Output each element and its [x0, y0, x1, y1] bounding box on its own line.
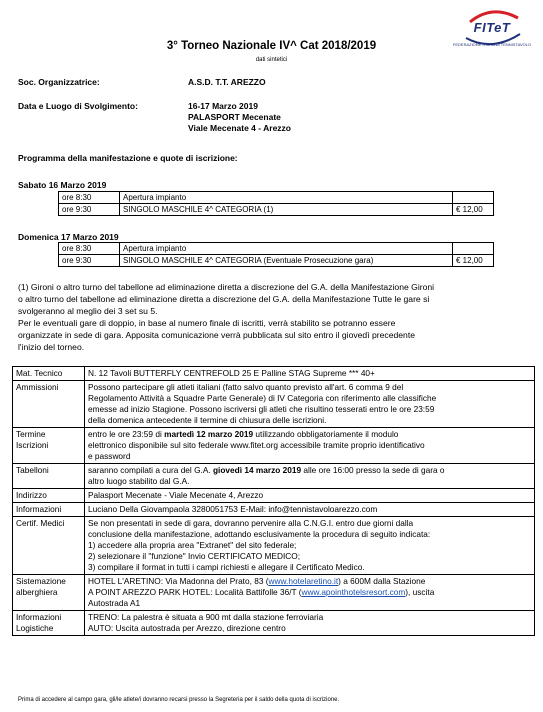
note-line: (1) Gironi o altro turno del tabellone ad eliminazione diretta a discrezione del G.A. della Manifestazione Gironi: [18, 282, 435, 292]
hotel-aretino-link[interactable]: www.hotelaretino.it: [268, 576, 339, 586]
info-label: Ammissioni: [13, 381, 85, 428]
schedule-time: ore 8:30: [59, 192, 120, 204]
info-line: AUTO: Uscita autostrada per Arezzo, direzione centro: [88, 623, 286, 633]
info-line: TRENO: La palestra è situata a 900 mt dalla stazione ferroviaria: [88, 612, 324, 622]
info-value: N. 12 Tavoli BUTTERFLY CENTREFOLD 25 E Palline STAG Supreme *** 40+: [85, 367, 535, 381]
saturday-heading: Sabato 16 Marzo 2019: [18, 180, 107, 190]
schedule-time: ore 8:30: [59, 243, 120, 255]
note-line: Per le eventuali gare di doppio, in base al numero finale di iscritti, verrà stabilito se potranno essere: [18, 318, 396, 328]
info-label-line: alberghiera: [16, 587, 58, 597]
info-line: 1) accedere alla propria area "Extranet" del sito federale;: [88, 540, 297, 550]
info-line: Regolamento Attività a Squadre Parte Generale) di IV Categoria con riferimento alle classifiche: [88, 393, 437, 403]
deadline-date: martedì 12 marzo 2019: [164, 429, 254, 439]
text-part: HOTEL L'ARETINO: Via Madonna del Prato, 83 (: [88, 576, 269, 586]
org-label: Soc. Organizzatrice:: [18, 77, 100, 87]
text-part: utilizzando obbligatoriamente il modulo: [253, 429, 399, 439]
schedule-row: [59, 204, 494, 216]
schedule-price: € 12,00: [453, 204, 494, 216]
info-value: [85, 575, 535, 611]
date-label: Data e Luogo di Svolgimento:: [18, 101, 138, 111]
info-line: 2) selezionare il "funzione" Invio CERTIFICATO MEDICO;: [88, 551, 300, 561]
org-value: A.S.D. T.T. AREZZO: [188, 77, 266, 87]
date-value: [188, 101, 291, 134]
note-line: organizzate in sede di gara. Apposita comunicazione verrà pubblicata sul sito entro il giovedì precedente: [18, 330, 415, 340]
info-label-line: Termine: [16, 429, 46, 439]
info-line: elettronico disponibile sul sito federale www.fitet.org accessibile tramite proprio identificativo: [88, 440, 425, 450]
logo-subtext: FEDERAZIONE ITALIANA TENNISTAVOLO: [452, 42, 532, 47]
schedule-desc: SINGOLO MASCHILE 4^ CATEGORIA (Eventuale Prosecuzione gara): [120, 255, 453, 267]
info-value: [85, 428, 535, 464]
info-line: altro luogo stabilito dal G.A.: [88, 476, 190, 486]
info-line: conclusione della manifestazione, adottando esclusivamente la procedura di seguito indicata:: [88, 529, 431, 539]
schedule-time: ore 9:30: [59, 204, 120, 216]
info-label-line: Logistiche: [16, 623, 54, 633]
info-line: [88, 465, 531, 476]
draw-date: giovedì 14 marzo 2019: [212, 465, 302, 475]
text-part: saranno compilati a cura del G.A.: [88, 465, 213, 475]
schedule-desc: Apertura impianto: [120, 243, 453, 255]
info-row-certif: [13, 517, 535, 575]
info-label: Certif. Medici: [13, 517, 85, 575]
info-label: [13, 611, 85, 636]
info-line: e password: [88, 451, 131, 461]
text-part: ), uscita: [405, 587, 435, 597]
info-label-line: Iscrizioni: [16, 440, 49, 450]
page-title: 3° Torneo Nazionale IV^ Cat 2018/2019: [166, 40, 377, 52]
info-value: Luciano Della Giovampaola 3280051753 E-Mail: info@tennistavoloarezzo.com: [85, 503, 535, 517]
info-row-mat: [13, 367, 535, 381]
info-line: emesse ad inizio Stagione. Possono iscriversi gli atleti che risultino tesserati entro le ore 23:59: [88, 404, 435, 414]
info-row-logistiche: [13, 611, 535, 636]
info-label-line: Sistemazione: [16, 576, 66, 586]
schedule-price: [453, 192, 494, 204]
info-label: Informazioni: [13, 503, 85, 517]
sunday-schedule-table: [58, 242, 494, 267]
info-table: [12, 366, 535, 636]
schedule-row: [59, 192, 494, 204]
schedule-row: [59, 255, 494, 267]
schedule-row: [59, 243, 494, 255]
sunday-heading: Domenica 17 Marzo 2019: [18, 232, 119, 242]
text-part: ) a 600M dalla Stazione: [338, 576, 426, 586]
info-label: Mat. Tecnico: [13, 367, 85, 381]
info-row-termine: [13, 428, 535, 464]
note-line: o altro turno del tabellone ad eliminazione diretta a discrezione del G.A. della Manifestazione Tutte le gare si: [18, 294, 430, 304]
info-label: Indirizzo: [13, 489, 85, 503]
note-line: svolgeranno al meglio dei 3 set su 5.: [18, 306, 158, 316]
info-value: [85, 611, 535, 636]
text-part: alle ore 16:00 presso la sede di gara o: [301, 465, 445, 475]
text-part: entro le ore 23:59 di: [88, 429, 165, 439]
info-label: [13, 575, 85, 611]
info-value: [85, 381, 535, 428]
schedule-desc: Apertura impianto: [120, 192, 453, 204]
schedule-price: € 12,00: [453, 255, 494, 267]
info-line: della domenica antecedente il termine di chiusura delle iscrizioni.: [88, 415, 327, 425]
schedule-desc: SINGOLO MASCHILE 4^ CATEGORIA (1): [120, 204, 453, 216]
page-subtitle: dati sintetici: [255, 57, 288, 63]
info-line: Se non presentati in sede di gara, dovranno pervenire alla C.N.G.I. entro due giorni dalla: [88, 518, 414, 528]
logo-text: FITeT: [473, 20, 511, 35]
apoint-hotel-link[interactable]: www.apointhotelsresort.com: [301, 587, 406, 597]
info-line: [88, 429, 531, 440]
saturday-schedule-table: [58, 191, 494, 216]
date-line: 16-17 Marzo 2019: [188, 101, 258, 111]
notes: [18, 281, 538, 353]
schedule-price: [453, 243, 494, 255]
info-row-indirizzo: [13, 489, 535, 503]
text-part: A POINT AREZZO PARK HOTEL: Località Battifolle 36/T (: [88, 587, 302, 597]
note-line: l'inizio del torneo.: [18, 342, 85, 352]
info-line: Autostrada A1: [88, 598, 141, 608]
schedule-time: ore 9:30: [59, 255, 120, 267]
info-line: [88, 587, 531, 598]
info-value: [85, 464, 535, 489]
info-line: [88, 576, 531, 587]
info-label: Tabelloni: [13, 464, 85, 489]
address-line: Viale Mecenate 4 - Arezzo: [188, 123, 291, 133]
info-row-tabelloni: [13, 464, 535, 489]
venue-line: PALASPORT Mecenate: [188, 112, 281, 122]
footer-note: Prima di accedere al campo gara, gli/le atlete/i dovranno recarsi presso la Segreteria per il saldo della quota di iscrizione.: [18, 697, 340, 703]
info-label: [13, 428, 85, 464]
info-value: [85, 517, 535, 575]
info-value: Palasport Mecenate - Viale Mecenate 4, Arezzo: [85, 489, 535, 503]
info-line: Possono partecipare gli atleti italiani (fatto salvo quanto previsto all'art. 6 comma 9 del: [88, 382, 404, 392]
info-label-line: Informazioni: [16, 612, 62, 622]
info-row-sistemazione: [13, 575, 535, 611]
info-row-informazioni: [13, 503, 535, 517]
info-row-ammissioni: [13, 381, 535, 428]
info-line: 3) compilare il format in tutti i campi richiesti e allegare il Certificato Medico.: [88, 562, 365, 572]
program-heading: Programma della manifestazione e quote di iscrizione:: [18, 153, 238, 163]
